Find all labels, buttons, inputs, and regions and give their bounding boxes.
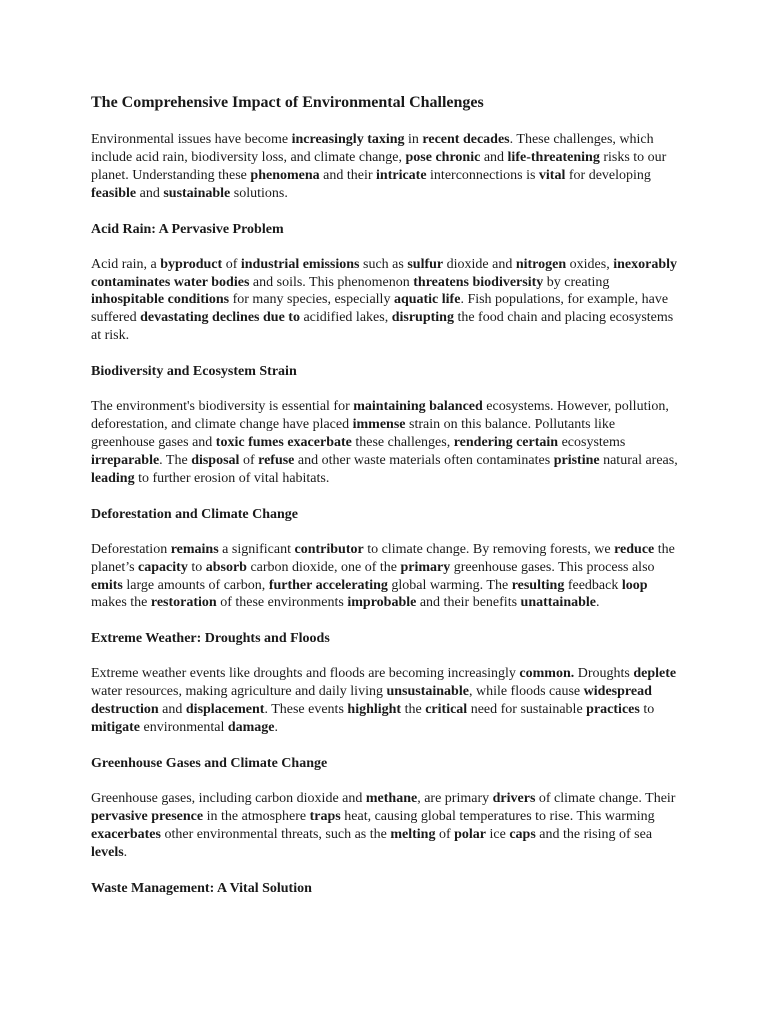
emphasized-text: industrial emissions [240, 256, 360, 272]
emphasized-text: exacerbates [91, 826, 161, 842]
text-run: . These events [264, 702, 348, 718]
emphasized-text: melting [390, 826, 436, 842]
text-run: and their [319, 167, 377, 183]
text-run: greenhouse gases. This process also [450, 559, 655, 575]
text-run: and their benefits [416, 595, 521, 611]
text-run: these challenges, [351, 434, 454, 450]
paragraph [91, 131, 681, 203]
text-run: solutions. [230, 185, 288, 201]
section-heading: Waste Management: A Vital Solution [91, 880, 312, 896]
text-run: and [480, 149, 508, 165]
text-run: of [239, 452, 259, 468]
emphasized-text: polar [454, 826, 487, 842]
text-run: to climate change. By removing forests, we [363, 541, 615, 557]
emphasized-text: increasingly taxing [291, 132, 405, 147]
text-run: ecosystems [558, 434, 626, 450]
emphasized-text: unattainable [520, 595, 596, 611]
text-run: interconnections is [426, 167, 539, 183]
text-run: heat, causing global temperatures to rise. This warming [340, 808, 655, 824]
section-heading: Acid Rain: A Pervasive Problem [91, 221, 284, 237]
emphasized-text: threatens biodiversity [413, 274, 544, 290]
emphasized-text: drivers [492, 790, 536, 806]
emphasized-text: resulting [511, 577, 565, 593]
emphasized-text: loop [621, 577, 648, 593]
emphasized-text: pervasive presence [91, 808, 204, 824]
emphasized-text: sulfur [407, 256, 444, 272]
emphasized-text: primary [400, 559, 451, 575]
emphasized-text: remains [170, 541, 219, 557]
emphasized-text: restoration [150, 595, 217, 611]
text-run: oxides, [566, 256, 614, 272]
emphasized-text: deplete [633, 666, 677, 682]
text-run: and the rising of sea [535, 826, 653, 842]
emphasized-text: sustainable [163, 185, 231, 201]
emphasized-text: displacement [185, 702, 265, 718]
text-run: of [435, 826, 455, 842]
emphasized-text: phenomena [250, 167, 320, 183]
text-run: in the atmosphere [203, 808, 310, 824]
paragraph [91, 398, 681, 488]
text-run: need for sustainable [467, 702, 587, 718]
emphasized-text: improbable [347, 595, 417, 611]
emphasized-text: intricate [376, 167, 427, 183]
emphasized-text: inhospitable conditions [91, 292, 230, 308]
document-page [91, 92, 681, 915]
text-run: . The [159, 452, 192, 468]
text-run: to [639, 702, 655, 718]
emphasized-text: pose chronic [405, 149, 481, 165]
text-run: of [222, 256, 241, 272]
emphasized-text: damage [227, 720, 275, 736]
text-run: Acid rain, a [91, 256, 161, 272]
text-run: of climate change. Their [535, 790, 676, 806]
text-run: . [596, 595, 600, 611]
emphasized-text: nitrogen [515, 256, 567, 272]
emphasized-text: byproduct [160, 256, 223, 272]
text-run: of these environments [216, 595, 348, 611]
emphasized-text: aquatic life [393, 292, 461, 308]
emphasized-text: life-threatening [507, 149, 600, 165]
section-heading: Greenhouse Gases and Climate Change [91, 755, 328, 771]
emphasized-text: rendering certain [453, 434, 559, 450]
emphasized-text: toxic fumes exacerbate [215, 434, 352, 450]
text-run: the [401, 702, 426, 718]
emphasized-text: feasible [91, 185, 137, 201]
text-run: large amounts of carbon, [122, 577, 269, 593]
text-run: carbon dioxide, one of the [246, 559, 401, 575]
emphasized-text: reduce [614, 541, 655, 557]
emphasized-text: highlight [347, 702, 402, 718]
text-run: . Fish populations, for example, have suffered [91, 292, 669, 326]
text-run: and other waste materials often contaminates [294, 452, 554, 468]
text-run: other environmental threats, such as the [160, 826, 391, 842]
emphasized-text: critical [425, 702, 468, 718]
emphasized-text: unsustainable [386, 684, 469, 700]
paragraph [91, 256, 681, 346]
emphasized-text: capacity [138, 559, 188, 575]
emphasized-text: immense [352, 417, 406, 433]
emphasized-text: methane [365, 790, 418, 806]
text-run: to further erosion of vital habitats. [134, 470, 330, 486]
document-title: The Comprehensive Impact of Environmental Challenges [91, 94, 484, 111]
emphasized-text: leading [91, 470, 135, 486]
text-run: by creating [543, 274, 610, 290]
emphasized-text: inexorably contaminates water bodies [91, 256, 677, 290]
text-run: the food chain and placing ecosystems at risk. [91, 310, 674, 344]
text-run: risks to our planet. Understanding these [91, 149, 667, 183]
emphasized-text: common. [519, 666, 575, 682]
emphasized-text: maintaining balanced [353, 399, 483, 415]
text-run: The environment's biodiversity is essential for [91, 399, 354, 415]
emphasized-text: levels [91, 844, 124, 860]
text-run: in [404, 132, 423, 147]
text-run: . [274, 720, 279, 736]
paragraph [91, 665, 681, 737]
text-run: for developing [565, 167, 651, 183]
text-run: Greenhouse gases, including carbon dioxide and [91, 790, 366, 806]
emphasized-text: contributor [294, 541, 364, 557]
emphasized-text: traps [309, 808, 341, 824]
emphasized-text: widespread destruction [91, 684, 652, 718]
text-run: , while floods cause [468, 684, 584, 700]
text-run: to [187, 559, 206, 575]
text-run: Deforestation [91, 541, 171, 557]
emphasized-text: vital [538, 167, 566, 183]
text-run: the planet’s [91, 541, 675, 575]
paragraph [91, 790, 681, 862]
emphasized-text: irreparable [91, 452, 160, 468]
text-run: feedback [564, 577, 622, 593]
text-run: ecosystems. However, pollution, deforestation, and climate change have placed [91, 399, 669, 433]
emphasized-text: recent decades [422, 132, 510, 147]
emphasized-text: pristine [553, 452, 600, 468]
text-run: Droughts [574, 666, 634, 682]
text-run: environmental [139, 720, 228, 736]
emphasized-text: further accelerating [268, 577, 388, 593]
text-run: strain on this balance. Pollutants like greenhouse gases and [91, 417, 616, 450]
text-run: ice [486, 826, 510, 842]
emphasized-text: caps [509, 826, 536, 842]
text-run: and soils. This phenomenon [249, 274, 414, 290]
paragraph [91, 541, 681, 613]
text-run: , are primary [417, 790, 493, 806]
section-heading: Extreme Weather: Droughts and Floods [91, 631, 330, 647]
emphasized-text: devastating declines due to [140, 310, 300, 326]
text-run: Environmental issues have become [91, 132, 292, 147]
emphasized-text: mitigate [91, 720, 140, 736]
text-run: acidified lakes, [299, 310, 392, 326]
section-heading: Deforestation and Climate Change [91, 506, 299, 522]
document-body [91, 131, 681, 898]
text-run: . [123, 844, 128, 860]
text-run: for many species, especially [229, 292, 394, 308]
text-run: Extreme weather events like droughts and floods are becoming increasingly [91, 666, 520, 682]
text-run: a significant [218, 541, 295, 557]
text-run: and [158, 702, 186, 718]
text-run: . These challenges, which include acid rain, biodiversity loss, and climate change, [91, 132, 654, 165]
emphasized-text: absorb [205, 559, 247, 575]
emphasized-text: disposal [191, 452, 240, 468]
text-run: natural areas, [599, 452, 678, 468]
text-run: and [136, 185, 164, 201]
emphasized-text: refuse [258, 452, 295, 468]
emphasized-text: practices [586, 702, 640, 718]
emphasized-text: emits [91, 577, 123, 593]
text-run: makes the [91, 595, 151, 611]
text-run: water resources, making agriculture and daily living [91, 684, 387, 700]
emphasized-text: disrupting [391, 310, 454, 326]
text-run: global warming. The [387, 577, 512, 593]
text-run: such as [359, 256, 408, 272]
text-run: dioxide and [443, 256, 516, 272]
section-heading: Biodiversity and Ecosystem Strain [91, 364, 297, 380]
